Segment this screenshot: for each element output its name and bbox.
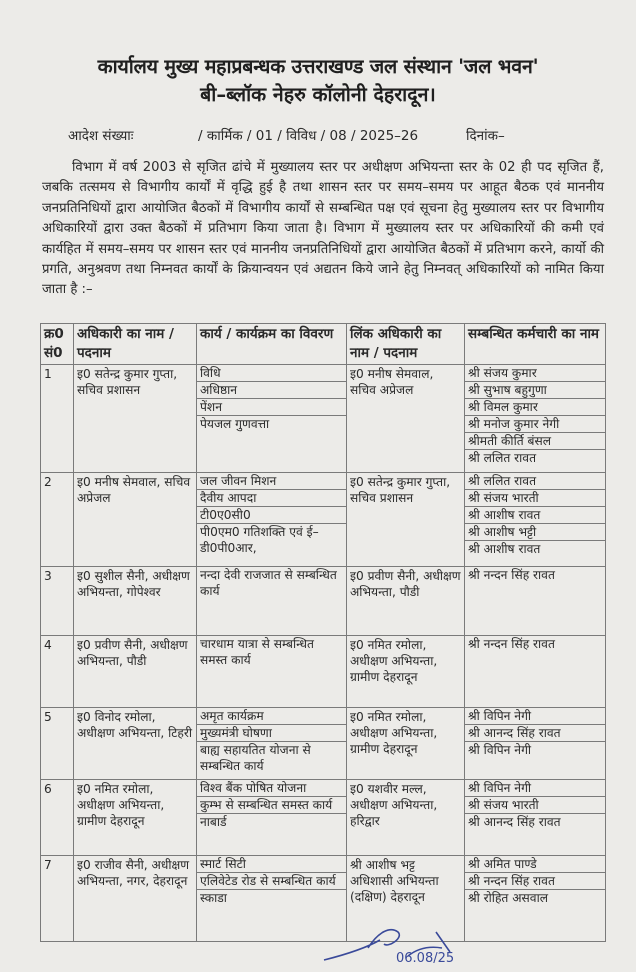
order-date-label: दिनांक– (466, 128, 505, 144)
serial-cell (41, 780, 74, 856)
signature-scrawl (318, 918, 468, 968)
work-cell-item: अमृत कार्यक्रम (197, 708, 346, 725)
staff-cell-item: श्री सुभाष बहुगुणा (465, 382, 605, 399)
serial-cell (41, 856, 74, 942)
work-cell-item: एलिवेटेड रोड से सम्बन्धित कार्य (197, 873, 346, 890)
staff-cell (465, 856, 606, 942)
work-cell-item: स्काडा (200, 891, 227, 905)
serial-cell-text: 3 (44, 569, 52, 583)
officer-cell (74, 567, 197, 636)
staff-cell-item: श्री आशीष रावत (465, 507, 605, 524)
staff-cell-item: श्री आशीष रावत (468, 542, 541, 556)
work-cell-item: विश्व बैंक पोषित योजना (197, 780, 346, 797)
work-cell-item: कुम्भ से सम्बन्धित समस्त कार्य (197, 797, 346, 814)
staff-cell (465, 636, 606, 708)
staff-cell-item: श्रीमती कीर्ति बंसल (465, 433, 605, 450)
staff-cell-item: श्री विमल कुमार (465, 399, 605, 416)
officer-cell (74, 636, 197, 708)
officer-cell-text: इ0 सुशील सैनी, अधीक्षण अभियन्ता, गोपेश्वर (77, 569, 190, 599)
serial-cell-text: 7 (44, 858, 52, 872)
serial-cell-text: 2 (44, 475, 52, 489)
header-officer: अधिकारी का नाम / पदनाम (74, 324, 197, 365)
work-cell-item: अधिष्ठान (197, 382, 346, 399)
order-number: / कार्मिक / 01 / विविध / 08 / 2025–26 (198, 128, 419, 144)
table-row (41, 567, 606, 636)
signature-date: 06.08/25 (396, 951, 455, 966)
officer-cell-text: इ0 राजीव सैनी, अधीक्षण अभियन्ता, नगर, देहरादून (77, 858, 190, 888)
work-cell-item: टी0ए0सी0 (197, 507, 346, 524)
office-heading-line2: बी–ब्लॉक नेहरु कॉलोनी देहरादून। (200, 83, 436, 106)
staff-cell-item: श्री रोहित असवाल (468, 891, 548, 905)
officer-cell-text: इ0 नमित रमोला, अधीक्षण अभियन्ता, ग्रामीण देहरादून (77, 782, 165, 828)
order-number-label: आदेश संख्याः (68, 128, 134, 144)
work-cell-item: चारधाम यात्रा से सम्बन्धित समस्त कार्य (200, 637, 314, 667)
link-officer-cell-text: इ0 नमित रमोला, अधीक्षण अभियन्ता, ग्रामीण देहरादून (350, 710, 438, 756)
serial-cell (41, 636, 74, 708)
staff-cell (465, 567, 606, 636)
table-row (41, 636, 606, 708)
serial-cell (41, 365, 74, 473)
link-officer-cell-text: इ0 प्रवीण सैनी, अधीक्षण अभियन्ता, पौडी (350, 569, 461, 599)
staff-cell (465, 708, 606, 780)
officer-cell (74, 856, 197, 942)
work-cell (197, 780, 347, 856)
table-row (41, 780, 606, 856)
table-row (41, 473, 606, 567)
link-officer-cell-text: इ0 सतेन्द्र कुमार गुप्ता, सचिव प्रशासन (350, 475, 451, 505)
work-cell (197, 636, 347, 708)
staff-cell-item: श्री ललित रावत (465, 473, 605, 490)
officer-cell-text: इ0 विनोद रमोला, अधीक्षण अभियन्ता, टिहरी (77, 710, 193, 740)
staff-cell-item: श्री नन्दन सिंह रावत (468, 637, 555, 651)
staff-cell-item: श्री विपिन नेगी (465, 780, 605, 797)
serial-cell-text: 6 (44, 782, 52, 796)
work-cell (197, 365, 347, 473)
link-officer-cell-text: श्री आशीष भट्ट अधिशासी अभियन्ता (दक्षिण) देहरादून (350, 858, 439, 904)
staff-cell (465, 365, 606, 473)
officer-cell (74, 780, 197, 856)
work-cell (197, 473, 347, 567)
staff-cell-item: श्री नन्दन सिंह रावत (465, 873, 605, 890)
staff-cell-item: श्री अमित पाण्डे (465, 856, 605, 873)
link-officer-cell (347, 473, 465, 567)
work-cell-item: विधि (197, 365, 346, 382)
serial-cell-text: 4 (44, 638, 52, 652)
link-officer-cell-text: इ0 यशवीर मल्ल, अधीक्षण अभियन्ता, हरिद्वार (350, 782, 438, 828)
staff-cell-item: श्री संजय भारती (465, 490, 605, 507)
link-officer-cell (347, 780, 465, 856)
work-cell (197, 567, 347, 636)
staff-cell-item: श्री आनन्द सिंह रावत (465, 725, 605, 742)
table-header-row (41, 324, 606, 365)
work-cell-item: पेयजल गुणवत्ता (200, 417, 270, 431)
staff-cell (465, 780, 606, 856)
work-cell-item: नाबार्ड (200, 815, 227, 829)
link-officer-cell-text: इ0 नमित रमोला, अधीक्षण अभियन्ता, ग्रामीण देहरादून (350, 638, 438, 684)
work-cell-item: पी0एम0 गतिशक्ति एवं ई–डी0पी0आर, (200, 525, 319, 555)
serial-cell-text: 5 (44, 710, 52, 724)
officer-cell (74, 473, 197, 567)
staff-cell-item: श्री विपिन नेगी (468, 743, 532, 757)
staff-cell-item: श्री संजय भारती (465, 797, 605, 814)
link-officer-cell (347, 365, 465, 473)
work-cell (197, 708, 347, 780)
work-cell-item: स्मार्ट सिटी (197, 856, 346, 873)
officer-cell (74, 708, 197, 780)
work-cell-item: नन्दा देवी राजजात से सम्बन्धित कार्य (200, 568, 337, 598)
staff-cell-item: श्री विपिन नेगी (465, 708, 605, 725)
office-heading-line1: कार्यालय मुख्य महाप्रबन्धक उत्तराखण्ड जल संस्थान 'जल भवन' (97, 55, 539, 78)
link-officer-cell-text: इ0 मनीष सेमवाल, सचिव अप्रेजल (350, 367, 434, 397)
serial-cell (41, 708, 74, 780)
work-cell-item: दैवीय आपदा (197, 490, 346, 507)
table-row (41, 365, 606, 473)
work-cell-item: पेंशन (197, 399, 346, 416)
link-officer-cell (347, 636, 465, 708)
staff-cell-item: श्री ललित रावत (468, 451, 537, 465)
staff-cell (465, 473, 606, 567)
header-work: कार्य / कार्यक्रम का विवरण (197, 324, 347, 365)
assignment-table (40, 323, 606, 942)
officer-cell-text: इ0 मनीष सेमवाल, सचिव अप्रेजल (77, 475, 191, 505)
staff-cell-item: श्री नन्दन सिंह रावत (468, 568, 555, 582)
body-paragraph: विभाग में वर्ष 2003 से सृजित ढांचे में मुख्यालय स्तर पर अधीक्षण अभियन्ता स्तर के 02 ही पद सृजित हैं, जबकि तत्समय से विभागीय कार्यों में वृद्धि हुई है तथा शासन स्तर पर समय–समय पर आहूत बैठक एवं माननीय जनप्रतिनिधियों द्वारा आयोजित बैठकों में विभागीय कार्यों से सम्बन्धित पक्ष एवं सूचना हेतु मुख्यालय स्तर पर विभागीय अधिकारियों द्वारा उक्त बैठकों में प्रतिभाग किया जाता है। विभाग में मुख्यालय स्तर पर अधिकारियों की कमी एवं कार्यहित में समय–समय पर शासन स्तर एवं माननीय जनप्रतिनिधियों द्वारा आयोजित बैठकों में प्रतिभाग करने, कार्यो की प्रगति, अनुश्रवण तथा निम्नवत कार्यों के क्रियान्वयन एवं अद्यतन किये जाने हेतु निम्नवत् अधिकारियों को नामित किया जाता है :– (42, 160, 604, 298)
header-serial: क्र0 सं0 (41, 324, 74, 365)
serial-cell (41, 473, 74, 567)
table-row (41, 708, 606, 780)
officer-cell (74, 365, 197, 473)
work-cell-item: बाह्य सहायतित योजना से सम्बन्धित कार्य (200, 743, 311, 773)
serial-cell-text: 1 (44, 367, 52, 381)
serial-cell (41, 567, 74, 636)
staff-cell-item: श्री मनोज कुमार नेगी (465, 416, 605, 433)
link-officer-cell (347, 567, 465, 636)
officer-cell-text: इ0 सतेन्द्र कुमार गुप्ता, सचिव प्रशासन (77, 367, 178, 397)
staff-cell-item: श्री आनन्द सिंह रावत (468, 815, 561, 829)
staff-cell-item: श्री आशीष भट्टी (465, 524, 605, 541)
link-officer-cell (347, 708, 465, 780)
work-cell-item: जल जीवन मिशन (197, 473, 346, 490)
header-link-officer: लिंक अधिकारी का नाम / पदनाम (347, 324, 465, 365)
header-staff: सम्बन्धित कर्मचारी का नाम (465, 324, 606, 365)
staff-cell-item: श्री संजय कुमार (465, 365, 605, 382)
officer-cell-text: इ0 प्रवीण सैनी, अधीक्षण अभियन्ता, पौडी (77, 638, 188, 668)
work-cell-item: मुख्यमंत्री घोषणा (197, 725, 346, 742)
